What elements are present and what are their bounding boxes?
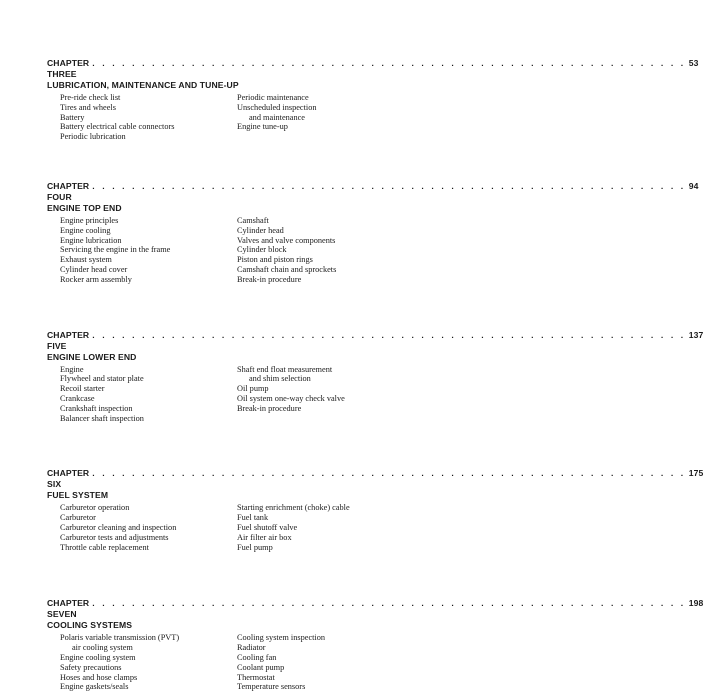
topic-item: Fuel tank [237, 513, 269, 523]
topic-item: Engine principles [60, 215, 119, 225]
topic-item: Safety precautions [60, 662, 122, 672]
chapter-block [47, 598, 703, 692]
chapter-heading-row [47, 180, 699, 203]
topic-item: Throttle cable replacement [60, 542, 149, 552]
topic-item: Battery electrical cable connectors [60, 122, 175, 132]
topic-column-right [224, 503, 369, 552]
topic-item: Cooling fan [237, 652, 277, 662]
chapter-block [47, 58, 699, 142]
chapter-heading-row [47, 468, 703, 490]
topic-item: Exhaust system [60, 255, 112, 265]
topic-item: Camshaft chain and sprockets [237, 264, 337, 274]
topic-column-left [47, 365, 224, 424]
chapter-title: ENGINE LOWER END [47, 351, 137, 362]
topic-item: Periodic maintenance [237, 93, 309, 102]
topic-item: Recoil starter [60, 384, 105, 394]
chapter-heading: CHAPTER THREE [47, 58, 90, 79]
chapter-page-number: 198 [688, 598, 703, 609]
topic-item: Rocker arm assembly [60, 274, 132, 284]
chapter-block [47, 180, 699, 285]
table-of-contents [47, 58, 703, 692]
topic-item: Carburetor tests and adjustments [60, 532, 169, 542]
chapter-block [47, 329, 703, 424]
chapter-heading-row [47, 598, 703, 620]
topic-item: Cylinder head [237, 225, 284, 235]
chapter-heading-row [47, 58, 699, 80]
topic-columns [47, 93, 369, 142]
chapter-heading-row [47, 329, 703, 352]
chapter-title: ENGINE TOP END [47, 202, 122, 213]
topic-item: Camshaft [237, 215, 269, 225]
chapter-heading: CHAPTER FIVE [47, 329, 90, 351]
topic-item: Crankcase [60, 393, 95, 403]
topic-item: Coolant pump [237, 662, 285, 672]
topic-item: Engine cooling system [60, 652, 136, 662]
chapter-title: COOLING SYSTEMS [47, 620, 133, 631]
chapter-page-number: 94 [688, 180, 699, 191]
topic-columns [47, 365, 369, 424]
topic-item: Balancer shaft inspection [60, 413, 144, 423]
topic-item: Oil system one-way check valve [237, 393, 345, 403]
topic-item: Radiator [237, 643, 266, 653]
chapter-list [47, 58, 703, 692]
dot-leader: . . . . . . . . . . . . . . . . . . . . . . . . . . . . . . . . . . . . . . . . . . . . . . . . . . . . . . . . . . . . [92, 598, 686, 609]
dot-leader: . . . . . . . . . . . . . . . . . . . . . . . . . . . . . . . . . . . . . . . . . . . . . . . . . . . . . . . . . . . . [92, 180, 686, 191]
topic-column-right [224, 365, 369, 424]
chapter-title: FUEL SYSTEM [47, 490, 109, 501]
topic-item: Cylinder head cover [60, 264, 128, 274]
topic-columns [47, 633, 369, 692]
chapter-heading: CHAPTER SEVEN [47, 598, 90, 620]
topic-item: Hoses and hose clamps [60, 672, 138, 682]
topic-item: Fuel shutoff valve [237, 522, 298, 532]
topic-item: Engine lubrication [60, 235, 122, 245]
topic-item: Starting enrichment (choke) cable [237, 503, 350, 513]
topic-item: Break-in procedure [237, 274, 302, 284]
topic-item: Unscheduled inspection [237, 102, 317, 112]
topic-item: Shaft end float measurement [237, 364, 333, 374]
topic-item: Tires and wheels [60, 102, 116, 112]
topic-item: Flywheel and stator plate [60, 374, 144, 384]
chapter-heading: CHAPTER FOUR [47, 180, 90, 202]
dot-leader: . . . . . . . . . . . . . . . . . . . . . . . . . . . . . . . . . . . . . . . . . . . . . . . . . . . . . . . . . . . . [92, 468, 686, 479]
topic-item: Crankshaft inspection [60, 403, 133, 413]
topic-column-left [47, 633, 224, 692]
topic-item: Fuel pump [237, 542, 273, 552]
topic-item: and maintenance [249, 112, 305, 122]
topic-item: Cooling system inspection [237, 633, 326, 643]
topic-column-left [47, 503, 224, 552]
topic-column-right [224, 633, 369, 692]
chapter-heading: CHAPTER SIX [47, 468, 90, 490]
topic-item: Engine cooling [60, 225, 111, 235]
topic-item: Polaris variable transmission (PVT) [60, 633, 180, 643]
topic-item: Servicing the engine in the frame [60, 245, 171, 255]
topic-item: Pre-ride check list [60, 93, 121, 102]
topic-item: Temperature sensors [237, 682, 306, 692]
chapter-page-number: 137 [688, 329, 703, 340]
topic-item: Battery [60, 112, 85, 122]
topic-item: Oil pump [237, 384, 269, 394]
topic-columns [47, 503, 369, 552]
topic-item: Cylinder block [237, 245, 287, 255]
topic-item: Valves and valve components [237, 235, 336, 245]
topic-item: Engine [60, 364, 84, 374]
topic-item: Thermostat [237, 672, 275, 682]
topic-item: air cooling system [72, 643, 133, 653]
topic-column-left [47, 216, 224, 285]
chapter-page-number: 175 [688, 468, 703, 479]
topic-column-right [224, 216, 369, 285]
topic-item: Carburetor [60, 513, 96, 523]
dot-leader: . . . . . . . . . . . . . . . . . . . . . . . . . . . . . . . . . . . . . . . . . . . . . . . . . . . . . . . . . . . . [92, 58, 686, 68]
topic-item: Piston and piston rings [237, 255, 313, 265]
topic-item: Carburetor cleaning and inspection [60, 522, 177, 532]
topic-item: Carburetor operation [60, 503, 130, 513]
dot-leader: . . . . . . . . . . . . . . . . . . . . . . . . . . . . . . . . . . . . . . . . . . . . . . . . . . . . . . . . . . . . [92, 329, 686, 340]
topic-item: and shim selection [249, 374, 311, 384]
topic-item: Periodic lubrication [60, 132, 126, 142]
chapter-title: LUBRICATION, MAINTENANCE AND TUNE-UP [47, 80, 239, 90]
topic-item: Engine tune-up [237, 122, 288, 132]
topic-column-right [224, 93, 369, 142]
chapter-block [47, 468, 703, 552]
topic-columns [47, 216, 369, 285]
topic-item: Break-in procedure [237, 403, 302, 413]
chapter-page-number: 53 [688, 58, 699, 68]
topic-item: Air filter air box [237, 532, 292, 542]
topic-item: Engine gaskets/seals [60, 682, 129, 692]
topic-column-left [47, 93, 224, 142]
